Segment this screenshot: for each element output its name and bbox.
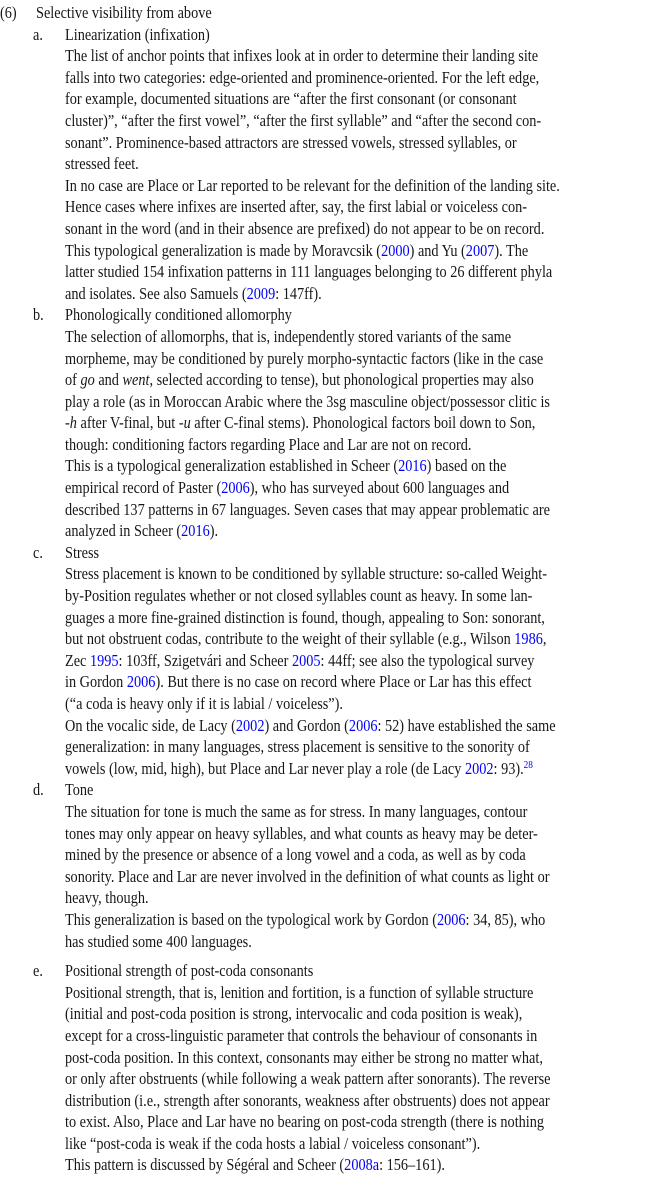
text-line-content: [65, 175, 560, 197]
item-a: [0, 24, 670, 305]
text-line: [0, 628, 670, 650]
text-run: and: [94, 370, 123, 390]
italic-text: -h: [65, 413, 77, 433]
citation-link[interactable]: 2005: [291, 650, 321, 670]
item-heading: Phonologically conditioned allomorphy: [65, 305, 292, 325]
text-line-content: [65, 715, 556, 737]
text-line-content: [65, 563, 547, 585]
text-run: ).: [209, 521, 219, 541]
text-line: [0, 1111, 670, 1133]
text-line-content: [65, 391, 550, 413]
example-items: [0, 24, 670, 1176]
text-run: This pattern is discussed by Ségéral and Scheer (: [65, 1155, 345, 1175]
text-line-content: [65, 520, 218, 542]
citation-link[interactable]: 2006: [348, 715, 378, 735]
text-line-content: [65, 1133, 480, 1155]
text-run: cluster)”, “after the first vowel”, “after the first syllable” and “after the second con-: [65, 110, 542, 130]
text-run: : 156–161).: [379, 1155, 445, 1175]
text-line: [0, 348, 670, 370]
text-run: This generalization is based on the typological work by Gordon (: [65, 909, 437, 929]
text-run: like “post-coda is weak if the coda hosts a labial / voiceless consonant”).: [65, 1133, 481, 1153]
item-heading-line: [0, 542, 670, 564]
text-line: [0, 110, 670, 132]
text-line-content: [65, 67, 539, 89]
text-run: The situation for tone is much the same as for stress. In many languages, contour: [65, 801, 528, 821]
text-run: ,: [542, 629, 547, 649]
text-run: of: [65, 370, 81, 390]
italic-text: went: [122, 370, 150, 390]
text-line-content: [65, 326, 511, 348]
citation-link[interactable]: 2006: [436, 909, 466, 929]
item-letter: a.: [33, 24, 43, 44]
text-run: Zec: [65, 650, 90, 670]
citation-link[interactable]: 2016: [181, 521, 210, 541]
example-title: Selective visibility from above: [36, 3, 212, 22]
text-run: : 52) have established the same: [377, 715, 556, 735]
text-line-content: [65, 110, 541, 132]
text-run: This is a typological generalization established in Scheer (: [65, 456, 399, 476]
text-line: [0, 218, 670, 240]
text-line-content: [65, 1047, 543, 1069]
text-run: ) and Yu (: [409, 240, 466, 260]
text-run: : 93).: [493, 758, 524, 778]
footnote-ref-link[interactable]: 28: [523, 758, 533, 771]
text-run: after C-final stems). Phonological factors boil down to Son,: [190, 413, 536, 433]
text-line: [0, 585, 670, 607]
item-heading-line: [0, 960, 670, 982]
text-line-content: [65, 909, 545, 931]
text-line: [0, 715, 670, 737]
text-run: (“a coda is heavy only if it is labial / voiceless”).: [65, 694, 343, 713]
text-line: [0, 369, 670, 391]
text-line-content: [65, 218, 544, 240]
text-line-content: [65, 45, 538, 67]
text-line-content: [65, 196, 527, 218]
text-line: [0, 67, 670, 89]
text-line: [0, 240, 670, 262]
text-line: [0, 607, 670, 629]
text-line-content: [65, 844, 526, 866]
page: [0, 2, 670, 1176]
text-run: : 103ff, Szigetvári and Scheer: [118, 650, 292, 670]
text-line-content: [65, 866, 549, 888]
text-run: empirical record of Paster (: [65, 478, 222, 498]
text-line: [0, 1133, 670, 1155]
text-line: [0, 909, 670, 931]
text-line: [0, 931, 670, 953]
text-line: [0, 844, 670, 866]
text-run: : 34, 85), who: [465, 909, 546, 929]
text-run: On the vocalic side, de Lacy (: [65, 715, 236, 735]
text-line: [0, 45, 670, 67]
citation-link[interactable]: 2002: [235, 715, 265, 735]
text-run: vowels (low, mid, high), but Place and Lar never play a role (de Lacy: [65, 758, 465, 778]
text-run: ) based on the: [426, 456, 507, 476]
text-line: [0, 650, 670, 672]
text-line: [0, 455, 670, 477]
text-line-content: [65, 1090, 550, 1112]
item-d: [0, 779, 670, 952]
item-letter: b.: [33, 305, 44, 325]
text-line: [0, 520, 670, 542]
text-run: to exist. Also, Place and Lar have no bearing on post-coda strength (there is nothing: [65, 1112, 545, 1132]
citation-link[interactable]: 1986: [514, 629, 543, 649]
text-line-content: [65, 628, 546, 650]
footnote-ref[interactable]: [524, 759, 533, 771]
text-run: : 147ff).: [275, 283, 322, 303]
text-run: in Gordon: [65, 672, 127, 692]
item-heading: Stress: [65, 542, 100, 562]
text-line: [0, 758, 670, 780]
text-run: ), who has surveyed about 600 languages and: [249, 478, 510, 498]
text-run: , selected according to tense), but phonological properties may also: [149, 370, 534, 390]
example-header: [0, 2, 670, 24]
citation-link[interactable]: 2000: [381, 240, 410, 260]
text-run: distribution (i.e., strength after sonorants, weakness after obstruents) does not appear: [65, 1090, 550, 1110]
text-line-content: [65, 132, 517, 154]
text-run: tones may only appear on heavy syllables, and what counts as heavy may be deter-: [65, 823, 538, 843]
citation-link[interactable]: 2006: [126, 672, 156, 692]
text-line-content: [65, 499, 550, 521]
item-letter: d.: [33, 780, 44, 800]
example-number: (6): [0, 3, 17, 22]
text-run: Hence cases where infixes are inserted after, say, the first labial or voiceless con-: [65, 197, 528, 217]
text-line-content: [65, 585, 532, 607]
text-line-content: [65, 801, 527, 823]
text-run: : 44ff; see also the typological survey: [320, 650, 535, 670]
text-line-content: [65, 1111, 544, 1133]
text-run: mined by the presence or absence of a long vowel and a coda, as well as by coda: [65, 845, 526, 865]
text-run: guages a more fine-grained distinction is found, though, appealing to Son: sonorant,: [65, 607, 545, 627]
text-line: [0, 693, 670, 715]
text-run: for example, documented situations are “after the first consonant (or consonant: [65, 89, 517, 109]
text-line: [0, 412, 670, 434]
text-run: sonority. Place and Lar are never involved in the definition of what counts as light or: [65, 866, 550, 886]
citation-link[interactable]: 2002: [464, 758, 494, 778]
text-line-content: [65, 823, 538, 845]
text-line-content: [65, 758, 533, 780]
citation-link[interactable]: 2006: [221, 478, 250, 498]
text-run: The list of anchor points that infixes look at in order to determine their landing site: [65, 46, 539, 66]
text-line-content: [65, 348, 543, 370]
text-line: [0, 1025, 670, 1047]
text-run: after V-final, but: [76, 413, 179, 433]
item-heading: Tone: [65, 780, 94, 800]
text-line-content: [65, 1003, 522, 1025]
item-letter: c.: [33, 542, 43, 562]
text-line: [0, 823, 670, 845]
text-run: stressed feet.: [65, 154, 139, 174]
text-line: [0, 499, 670, 521]
text-line-content: [65, 1068, 550, 1090]
text-run: In no case are Place or Lar reported to be relevant for the definition of the landing site.: [65, 175, 560, 195]
item-b: [0, 304, 670, 542]
text-run: heavy, though.: [65, 888, 149, 908]
text-run: analyzed in Scheer (: [65, 521, 182, 541]
text-line: [0, 1090, 670, 1112]
item-heading-line: [0, 779, 670, 801]
italic-text: -u: [178, 413, 191, 433]
text-run: but not obstruent codas, contribute to the weight of their syllable (e.g., Wilson: [65, 629, 515, 649]
text-line: [0, 736, 670, 758]
text-line: [0, 391, 670, 413]
text-line: [0, 801, 670, 823]
text-run: sonant in the word (and in their absence are prefixed) do not appear to be on record.: [65, 218, 545, 238]
text-line: [0, 196, 670, 218]
text-line-content: [65, 477, 509, 499]
text-run: and isolates. See also Samuels (: [65, 283, 247, 303]
text-line-content: [65, 982, 533, 1004]
text-line: [0, 1154, 670, 1176]
text-line: [0, 982, 670, 1004]
text-line-content: [65, 434, 471, 456]
text-line-content: [65, 887, 149, 909]
text-run: play a role (as in Moroccan Arabic where the 3sg masculine object/possessor clitic is: [65, 391, 550, 411]
item-letter: e.: [33, 961, 43, 981]
text-run: by-Position regulates whether or not closed syllables count as heavy. In some lan-: [65, 586, 533, 606]
item-heading-line: [0, 304, 670, 326]
text-line-content: [65, 261, 552, 283]
text-run: Stress placement is known to be conditioned by syllable structure: so-called Weight-: [65, 564, 548, 584]
text-line-content: [65, 240, 528, 262]
text-run: Positional strength, that is, lenition and fortition, is a function of syllable structure: [65, 982, 534, 1002]
text-line-content: [65, 369, 534, 391]
text-line: [0, 563, 670, 585]
text-line: [0, 153, 670, 175]
text-run: This typological generalization is made by Moravcsik (: [65, 240, 382, 260]
text-line: [0, 175, 670, 197]
item-e: [0, 960, 670, 1176]
text-line-content: [65, 736, 530, 758]
item-heading: Positional strength of post-coda consonants: [65, 961, 314, 981]
text-line: [0, 88, 670, 110]
text-line-content: [65, 693, 343, 715]
item-heading: Linearization (infixation): [65, 24, 210, 44]
text-run: described 137 patterns in 67 languages. Seven cases that may appear problematic are: [65, 499, 550, 519]
text-run: has studied some 400 languages.: [65, 931, 252, 951]
text-line: [0, 261, 670, 283]
text-line-content: [65, 1025, 537, 1047]
text-line-content: [65, 283, 322, 305]
text-run: ). But there is no case on record where Place or Lar has this effect: [155, 672, 532, 692]
text-line: [0, 434, 670, 456]
citation-link[interactable]: 2008a: [344, 1155, 380, 1175]
citation-link[interactable]: 2009: [246, 283, 276, 303]
text-run: The selection of allomorphs, that is, independently stored variants of the same: [65, 326, 512, 346]
text-line-content: [65, 1154, 445, 1176]
text-line-content: [65, 455, 506, 477]
text-run: ). The: [494, 240, 529, 260]
text-run: (initial and post-coda position is strong, intervocalic and coda position is weak),: [65, 1004, 523, 1024]
item-c: [0, 542, 670, 780]
text-run: sonant”. Prominence-based attractors are stressed vowels, stressed syllables, or: [65, 132, 517, 152]
citation-link[interactable]: 1995: [89, 650, 119, 670]
text-line-content: [65, 607, 545, 629]
text-line: [0, 283, 670, 305]
text-line: [0, 1047, 670, 1069]
text-line-content: [65, 412, 535, 434]
text-line-content: [65, 931, 252, 953]
text-run: or only after obstruents (while following a weak pattern after sonorants). The reverse: [65, 1069, 551, 1089]
text-line-content: [65, 671, 531, 693]
italic-text: go: [80, 370, 95, 390]
text-line: [0, 1068, 670, 1090]
text-run: morpheme, may be conditioned by purely morpho-syntactic factors (like in the case: [65, 348, 544, 368]
text-line: [0, 326, 670, 348]
text-line-content: [65, 650, 534, 672]
text-run: latter studied 154 infixation patterns in 111 languages belonging to 26 different phyla: [65, 262, 553, 282]
text-run: post-coda position. In this context, consonants may either be strong no matter what,: [65, 1047, 543, 1067]
text-run: generalization: in many languages, stress placement is sensitive to the sonority of: [65, 737, 530, 757]
citation-link[interactable]: 2016: [398, 456, 427, 476]
text-line: [0, 477, 670, 499]
text-run: falls into two categories: edge-oriented and prominence-oriented. For the left edge,: [65, 67, 540, 87]
text-line: [0, 132, 670, 154]
text-run: except for a cross-linguistic parameter that controls the behaviour of consonants in: [65, 1025, 538, 1045]
text-line: [0, 671, 670, 693]
item-heading-line: [0, 24, 670, 46]
text-run: though: conditioning factors regarding Place and Lar are not on record.: [65, 434, 472, 454]
text-line: [0, 866, 670, 888]
text-line: [0, 887, 670, 909]
text-line-content: [65, 153, 139, 175]
text-line-content: [65, 88, 517, 110]
citation-link[interactable]: 2007: [465, 240, 495, 260]
text-run: ) and Gordon (: [264, 715, 349, 735]
text-line: [0, 1003, 670, 1025]
